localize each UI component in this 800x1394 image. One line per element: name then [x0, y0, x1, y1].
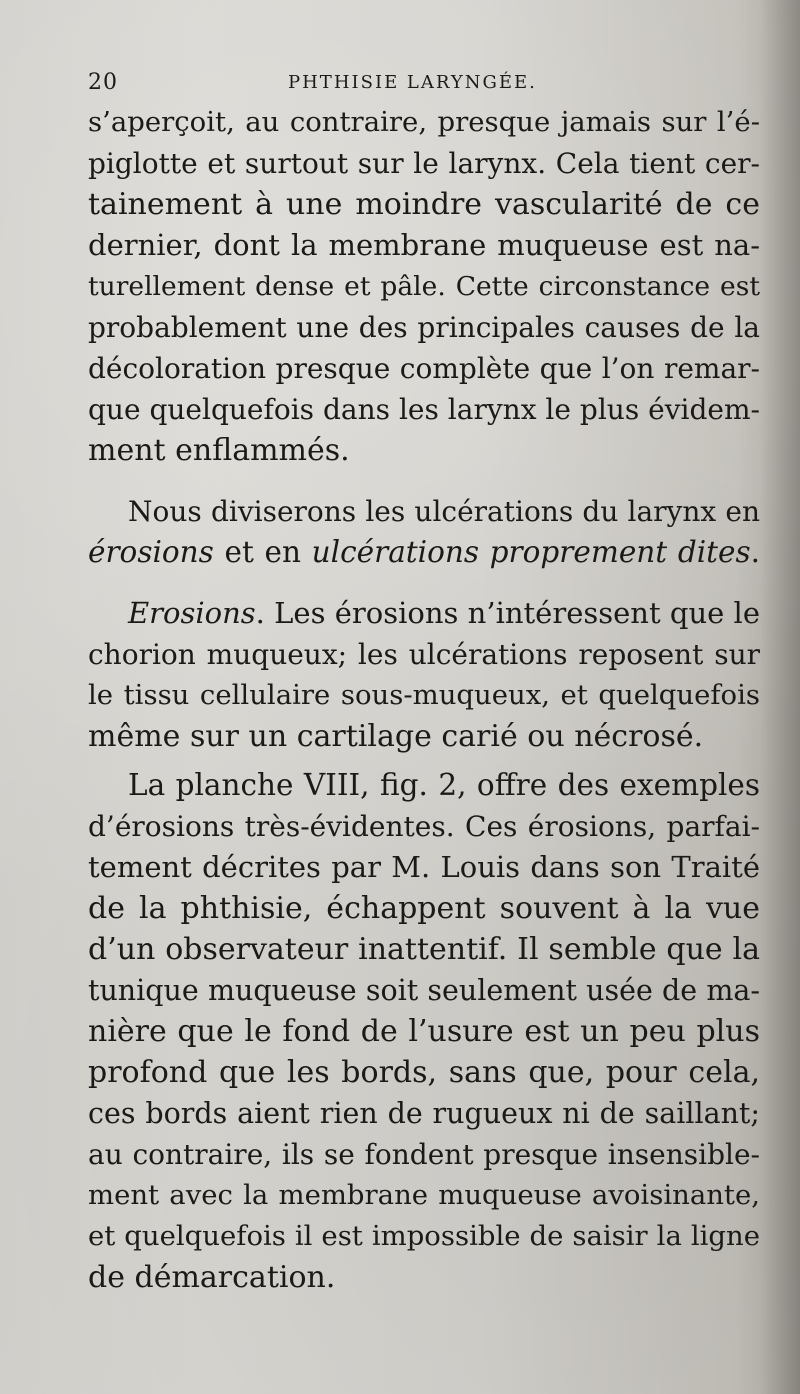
text-line: turellement dense et pâle. Cette circonstance est	[88, 271, 760, 302]
paragraph-1	[88, 102, 760, 471]
text-line: s’aperçoit, au contraire, presque jamais sur l’é-	[88, 106, 760, 138]
text-line: Nous diviserons les ulcérations du larynx en	[128, 495, 760, 528]
text-line: le tissu cellulaire sous-muqueux, et quelquefois	[88, 679, 760, 711]
text-line: ment enflammés.	[88, 433, 350, 468]
italic-lead-erosions: Erosions	[128, 596, 256, 630]
page-number: 20	[88, 70, 118, 95]
text-line: tainement à une moindre vascularité de ce	[88, 187, 760, 222]
text-line: profond que les bords, sans que, pour cela,	[88, 1055, 760, 1090]
text-line: au contraire, ils se fondent presque insensible-	[88, 1138, 760, 1171]
text-line: décoloration presque complète que l’on remar-	[88, 352, 760, 385]
text-fragment: .	[750, 535, 760, 569]
text-line: d’un observateur inattentif. Il semble que la	[88, 932, 760, 967]
text-line-mixed	[88, 593, 760, 634]
paragraph-3	[88, 593, 760, 757]
running-title: PHTHISIE LARYNGÉE.	[288, 72, 537, 93]
paragraph-2	[88, 491, 760, 573]
text-line: et quelquefois il est impossible de saisir la ligne	[88, 1220, 760, 1252]
text-line: de la phthisie, échappent souvent à la vue	[88, 891, 760, 926]
text-line: de démarcation.	[88, 1260, 336, 1295]
text-line: ces bords aient rien de rugueux ni de saillant;	[88, 1097, 760, 1130]
text-fragment: . Les érosions n’intéressent que le	[255, 596, 760, 630]
text-body	[88, 102, 760, 1298]
text-line: même sur un cartilage carié ou nécrosé.	[88, 719, 704, 754]
text-line: piglotte et surtout sur le larynx. Cela tient cer-	[88, 147, 760, 180]
italic-term-ulcerations: ulcérations proprement dites	[311, 535, 751, 569]
running-header	[88, 70, 758, 100]
text-line: probablement une des principales causes de la	[88, 311, 760, 344]
paragraph-4	[88, 765, 760, 1298]
text-line: La planche VIII, fig. 2, offre des exemples	[128, 768, 760, 802]
text-line: ment avec la membrane muqueuse avoisinante,	[88, 1179, 760, 1211]
text-line-mixed	[88, 532, 760, 573]
text-line: tunique muqueuse soit seulement usée de ma-	[88, 974, 760, 1007]
text-line: dernier, dont la membrane muqueuse est na-	[88, 228, 760, 262]
text-line: que quelquefois dans les larynx le plus évidem-	[88, 393, 760, 426]
text-line: chorion muqueux; les ulcérations reposent sur	[88, 638, 760, 671]
text-line: nière que le fond de l’usure est un peu plus	[88, 1014, 760, 1049]
italic-term-erosions: érosions	[88, 535, 214, 569]
text-fragment: et en	[213, 535, 312, 569]
text-line: d’érosions très-évidentes. Ces érosions, parfai-	[88, 810, 760, 843]
text-line: tement décrites par M. Louis dans son Traité	[88, 850, 760, 884]
